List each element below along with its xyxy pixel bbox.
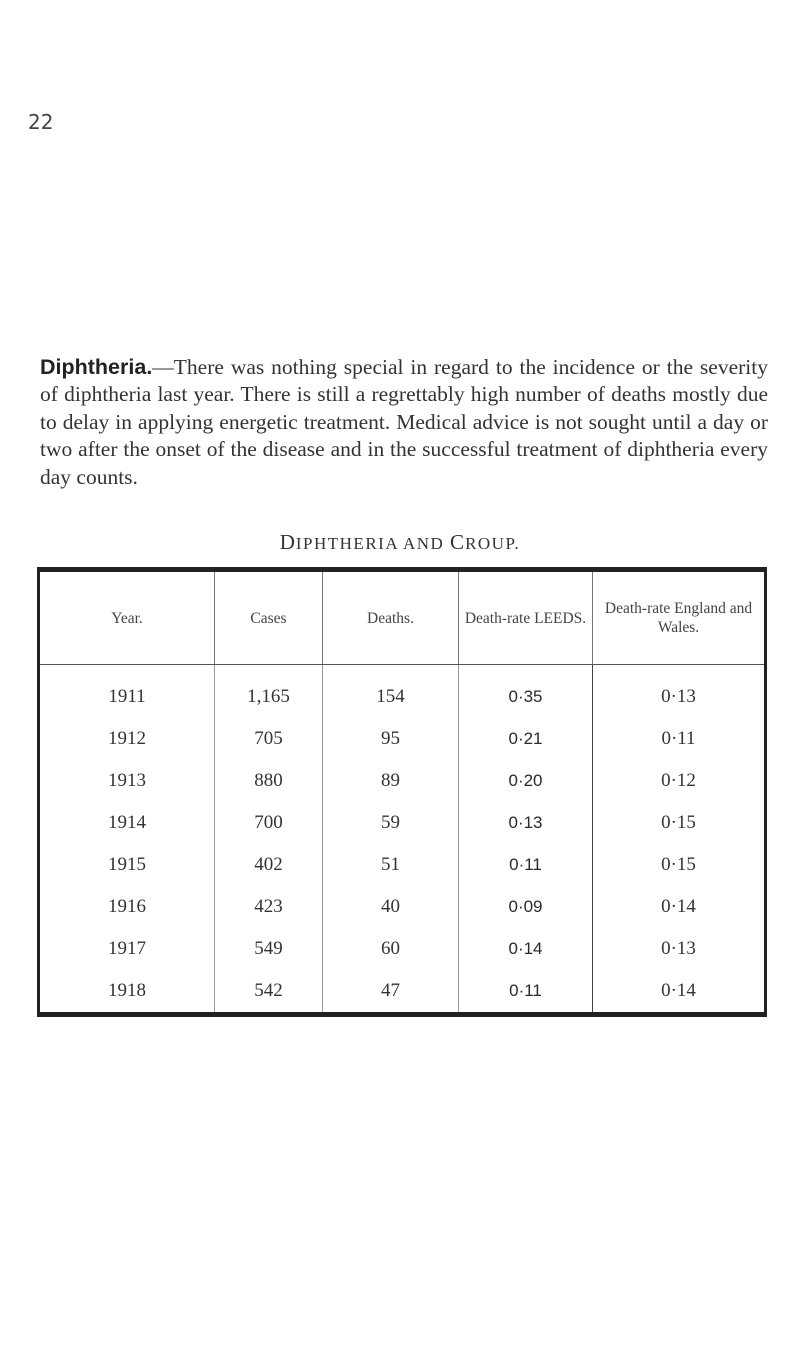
cell-rate-england-wales: 0·15 [661,854,696,875]
cell-rate-england-wales: 0·14 [661,980,696,1001]
cell-deaths: 89 [323,760,459,802]
cell-deaths: 47 [323,970,459,1015]
table-row [39,928,766,970]
cell-rate-leeds: 0·35 [459,665,593,719]
header-rate-england-wales: Death-rate England and Wales. [593,570,766,665]
cell-rate-leeds: 0·11 [459,970,593,1015]
cell-deaths: 154 [323,665,459,719]
cell-rate-leeds: 0·11 [459,844,593,886]
cell-rate-england-wales: 0·14 [661,896,696,917]
cell-cases: 705 [215,718,323,760]
table-row [39,760,766,802]
cell-rate-leeds: 0·14 [459,928,593,970]
cell-cases: 423 [215,886,323,928]
diphtheria-paragraph [40,354,768,492]
cell-deaths: 40 [323,886,459,928]
table-title-initial-2: C [450,530,466,554]
cell-year: 1911 [39,665,215,719]
cell-deaths: 60 [323,928,459,970]
cell-rate-england-wales: 0·13 [661,938,696,959]
cell-cases: 402 [215,844,323,886]
table-row [39,886,766,928]
header-rate-leeds: Death-rate LEEDS. [459,570,593,665]
diphtheria-table [37,567,767,1017]
cell-year: 1916 [39,886,215,928]
cell-rate-leeds: 0·21 [459,718,593,760]
cell-year: 1918 [39,970,215,1015]
cell-year: 1914 [39,802,215,844]
table-title-end: ROUP. [465,534,521,553]
paragraph-text: —There was nothing special in regard to the incidence or the severity of diphtheria last year. There is still a regrettably high number of deaths mostly due to delay in applying energetic treatment. Medical advice is not sought until a day or two after the onset of the disease and in the successful treatment of diphtheria every day counts. [40,354,768,489]
cell-rate-leeds: 0·13 [459,802,593,844]
cell-rate-england-wales: 0·13 [661,686,696,707]
table-title-part: IPHTHERIA AND [295,534,451,553]
table-row [39,970,766,1015]
cell-rate-england-wales: 0·11 [661,728,696,749]
cell-year: 1913 [39,760,215,802]
cell-year: 1915 [39,844,215,886]
table-row [39,802,766,844]
cell-cases: 880 [215,760,323,802]
cell-year: 1912 [39,718,215,760]
cell-rate-england-wales: 0·15 [661,812,696,833]
cell-rate-england-wales: 0·12 [661,770,696,791]
header-cases: Cases [215,570,323,665]
cell-year: 1917 [39,928,215,970]
table-row [39,665,766,719]
cell-cases: 700 [215,802,323,844]
table-row [39,844,766,886]
page-number: 22 [28,110,54,134]
table-header-row [39,570,766,665]
paragraph-heading: Diphtheria. [40,354,153,379]
header-year: Year. [39,570,215,665]
cell-deaths: 59 [323,802,459,844]
cell-cases: 549 [215,928,323,970]
header-deaths: Deaths. [323,570,459,665]
cell-deaths: 95 [323,718,459,760]
table-title-initial: D [279,530,296,554]
cell-cases: 1,165 [215,665,323,719]
cell-cases: 542 [215,970,323,1015]
cell-rate-leeds: 0·20 [459,760,593,802]
table-title [0,530,800,555]
table-row [39,718,766,760]
cell-deaths: 51 [323,844,459,886]
cell-rate-leeds: 0·09 [459,886,593,928]
